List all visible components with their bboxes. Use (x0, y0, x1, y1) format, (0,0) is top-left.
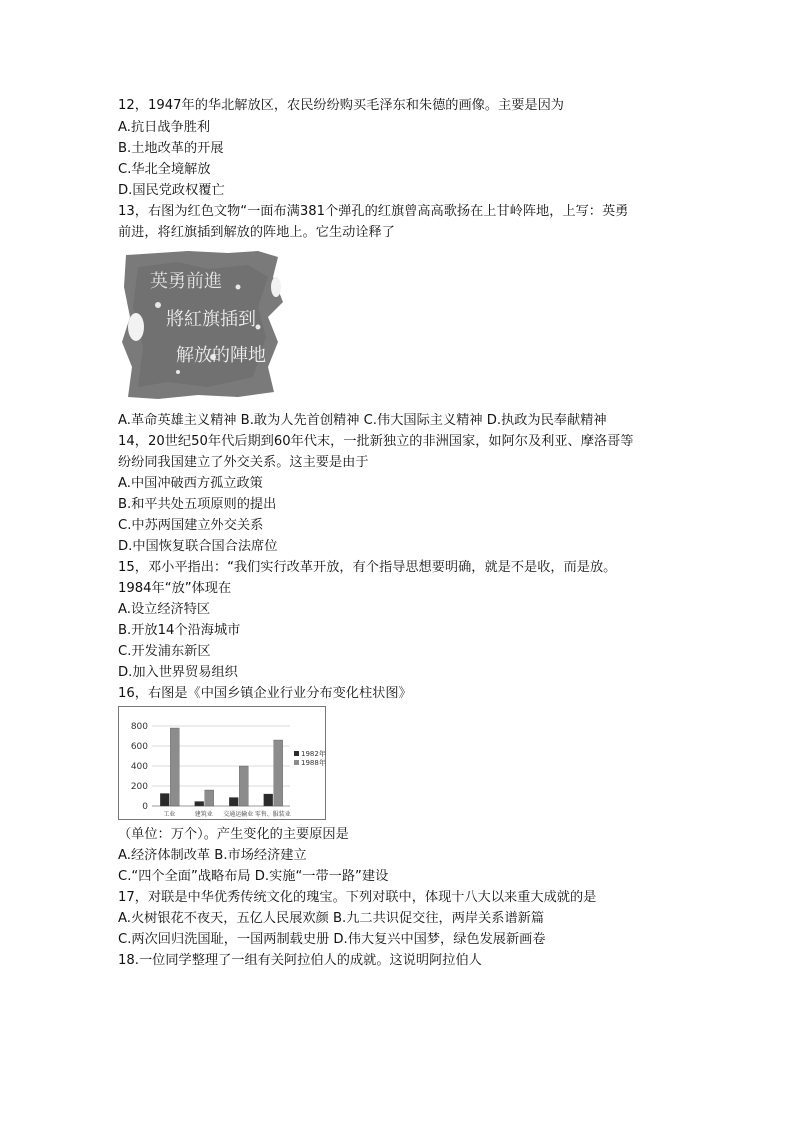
q15-stem-line1: 15，邓小平指出：“我们实行改革开放，有个指导思想要明确，就是不是收，而是放。 (118, 560, 617, 575)
q15-option-a: A.设立经济特区 (118, 602, 211, 617)
q15-option-c: C.开发浦东新区 (118, 644, 211, 659)
q14-stem-line2: 纷纷同我国建立了外交关系。这主要是由于 (118, 455, 369, 470)
bar-1-3 (274, 740, 283, 806)
q14-option-c: C.中苏两国建立外交关系 (118, 518, 264, 533)
q13-stem-line2: 前进，将红旗插到解放的阵地上。它生动诠释了 (118, 225, 395, 240)
q12-option-d: D.国民党政权覆亡 (118, 183, 225, 198)
q12-stem: 12，1947年的华北解放区，农民纷纷购买毛泽东和朱德的画像。主要是因为 (118, 98, 564, 113)
q14-option-b: B.和平共处五项原则的提出 (118, 497, 277, 512)
q17-options-line2: C.两次回归洗国耻，一国两制载史册 D.伟大复兴中国梦，绿色发展新画卷 (118, 932, 546, 947)
legend-label: 1982年 (301, 750, 326, 758)
flag-text-line2: 將紅旗插到 (166, 309, 256, 330)
q14-option-a: A.中国冲破西方孤立政策 (118, 476, 263, 491)
q12-option-c: C.华北全境解放 (118, 162, 211, 177)
y-tick-label: 0 (142, 802, 148, 812)
flag-text-line3: 解放的陣地 (176, 345, 266, 366)
flag-text-line1: 英勇前進 (150, 271, 222, 292)
red-flag-photo (118, 247, 288, 402)
x-tick-label: 工业 (163, 811, 176, 818)
x-tick-label: 零售、服装业 (254, 811, 291, 818)
q17-stem: 17，对联是中华优秀传统文化的瑰宝。下列对联中，体现十八大以来重大成就的是 (118, 890, 597, 905)
q12-option-b: B.土地改革的开展 (118, 141, 224, 156)
q15-option-b: B.开放14个沿海城市 (118, 623, 241, 638)
bar-0-1 (195, 802, 204, 807)
q14-stem-line1: 14，20世纪50年代后期到60年代末，一批新独立的非洲国家，如阿尔及利亚、摩洛哥等 (118, 434, 634, 449)
q15-stem-line2: 1984年“放”体现在 (118, 581, 232, 596)
x-tick-label: 交通运输业 (223, 811, 254, 818)
bar-0-2 (229, 798, 238, 807)
y-tick-label: 800 (130, 722, 148, 732)
q15-option-d: D.加入世界贸易组织 (118, 665, 238, 680)
q13-options: A.革命英雄主义精神 B.敢为人先首创精神 C.伟大国际主义精神 D.执政为民奉献精神 (118, 413, 607, 428)
legend-swatch (294, 760, 299, 765)
q16-stem: 16，右图是《中国乡镇企业行业分布变化柱状图》 (118, 686, 412, 701)
bar-1-2 (239, 766, 248, 806)
q16-stem-after-chart: （单位：万个）。产生变化的主要原因是 (118, 827, 349, 842)
bar-1-1 (205, 790, 214, 806)
y-tick-label: 200 (130, 782, 148, 792)
y-tick-label: 600 (130, 742, 148, 752)
q18-stem: 18.一位同学整理了一组有关阿拉伯人的成就。这说明阿拉伯人 (118, 953, 482, 968)
q16-options-line2: C.“四个全面”战略布局 D.实施“一带一路”建设 (118, 869, 389, 884)
q16-options-line1: A.经济体制改革 B.市场经济建立 (118, 848, 307, 863)
q17-options-line1: A.火树银花不夜天，五亿人民展欢颜 B.九二共识促交往，两岸关系谱新篇 (118, 911, 545, 926)
legend-swatch (294, 751, 299, 756)
x-tick-label: 建筑业 (194, 811, 213, 818)
bar-0-0 (160, 794, 169, 807)
bar-1-0 (170, 728, 179, 806)
q13-stem-line1: 13，右图为红色文物“一面布满381个弹孔的红旗曾高高歌扬在上甘岭阵地，上写：英勇 (118, 204, 629, 219)
township-enterprise-bar-chart (118, 706, 326, 820)
y-tick-label: 400 (130, 762, 148, 772)
bar-0-3 (264, 794, 273, 806)
legend-label: 1988年 (301, 759, 326, 767)
q12-option-a: A.抗日战争胜利 (118, 120, 211, 135)
q14-option-d: D.中国恢复联合国合法席位 (118, 539, 278, 554)
